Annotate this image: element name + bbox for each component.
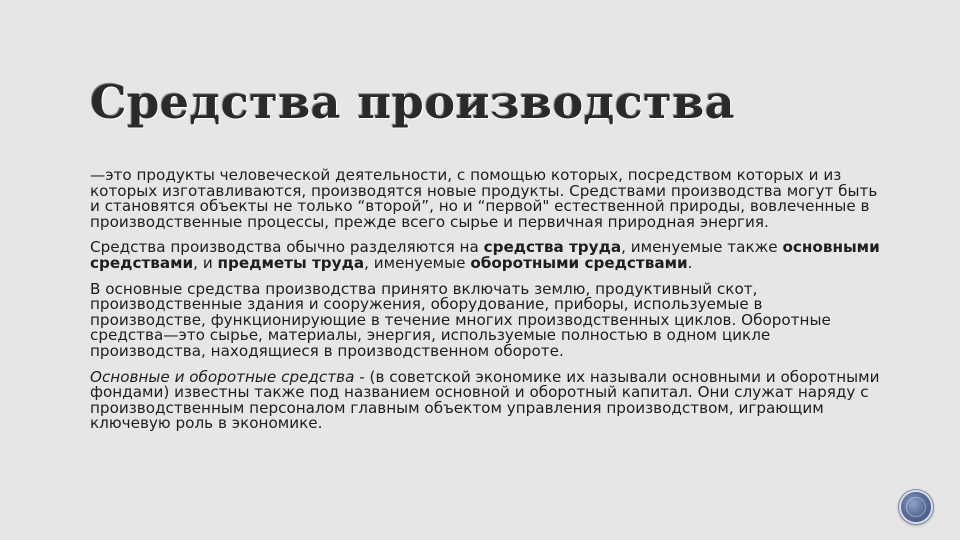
navigation-ring-icon: [906, 497, 926, 517]
term-objects-of-labour: предметы труда: [217, 253, 365, 272]
paragraph-text: Средства производства обычно разделяются на: [90, 238, 484, 257]
paragraph-text: —это продукты человеческой деятельности, с помощью которых, посредством которых и из которых изготавливаются, производятся новые продукты. Средствами производства могут быть и становятся объекты не только “второй”, но и “первой" естественной природы, вовлеченные в производственные процессы, прежде всего сырье и первичная природная энергия.: [90, 166, 883, 231]
slide-title: Средства производства: [90, 75, 736, 129]
paragraph-capital: [90, 367, 885, 433]
paragraph-classification: [90, 238, 886, 272]
paragraph-text: .: [687, 253, 693, 272]
term-fixed-assets: основными средствами: [90, 238, 886, 272]
term-fixed-and-working-assets: Основные и оборотные средства: [90, 367, 355, 386]
paragraph-text: , именуемые также: [621, 238, 783, 257]
paragraph-text: , именуемые: [364, 253, 471, 272]
term-means-of-labour: средства труда: [483, 238, 622, 257]
paragraph-text: , и: [193, 253, 218, 272]
term-working-assets: оборотными средствами: [470, 253, 688, 272]
paragraph-text: В основные средства производства принято включать землю, продуктивный скот, производственные здания и сооружения, оборудование, приборы, используемые в производстве, функционирующие в течение многих производственных циклов. Оборотные средства—это сырье, материалы, энергия, используемые полностью в одном цикле производства, находящиеся в производственном обороте.: [90, 279, 836, 360]
slide-navigation-button[interactable]: [899, 490, 933, 524]
paragraph-definition: [90, 166, 883, 231]
slide-body: [90, 166, 886, 442]
paragraph-composition: [90, 279, 880, 360]
paragraph-text: - (в советской экономике их называли основными и оборотными фондами) известны также под названием основной и оборотный капитал. Они служат наряду с производственным персоналом главным объектом управления производством, играющим ключевую роль в экономике.: [90, 367, 885, 433]
